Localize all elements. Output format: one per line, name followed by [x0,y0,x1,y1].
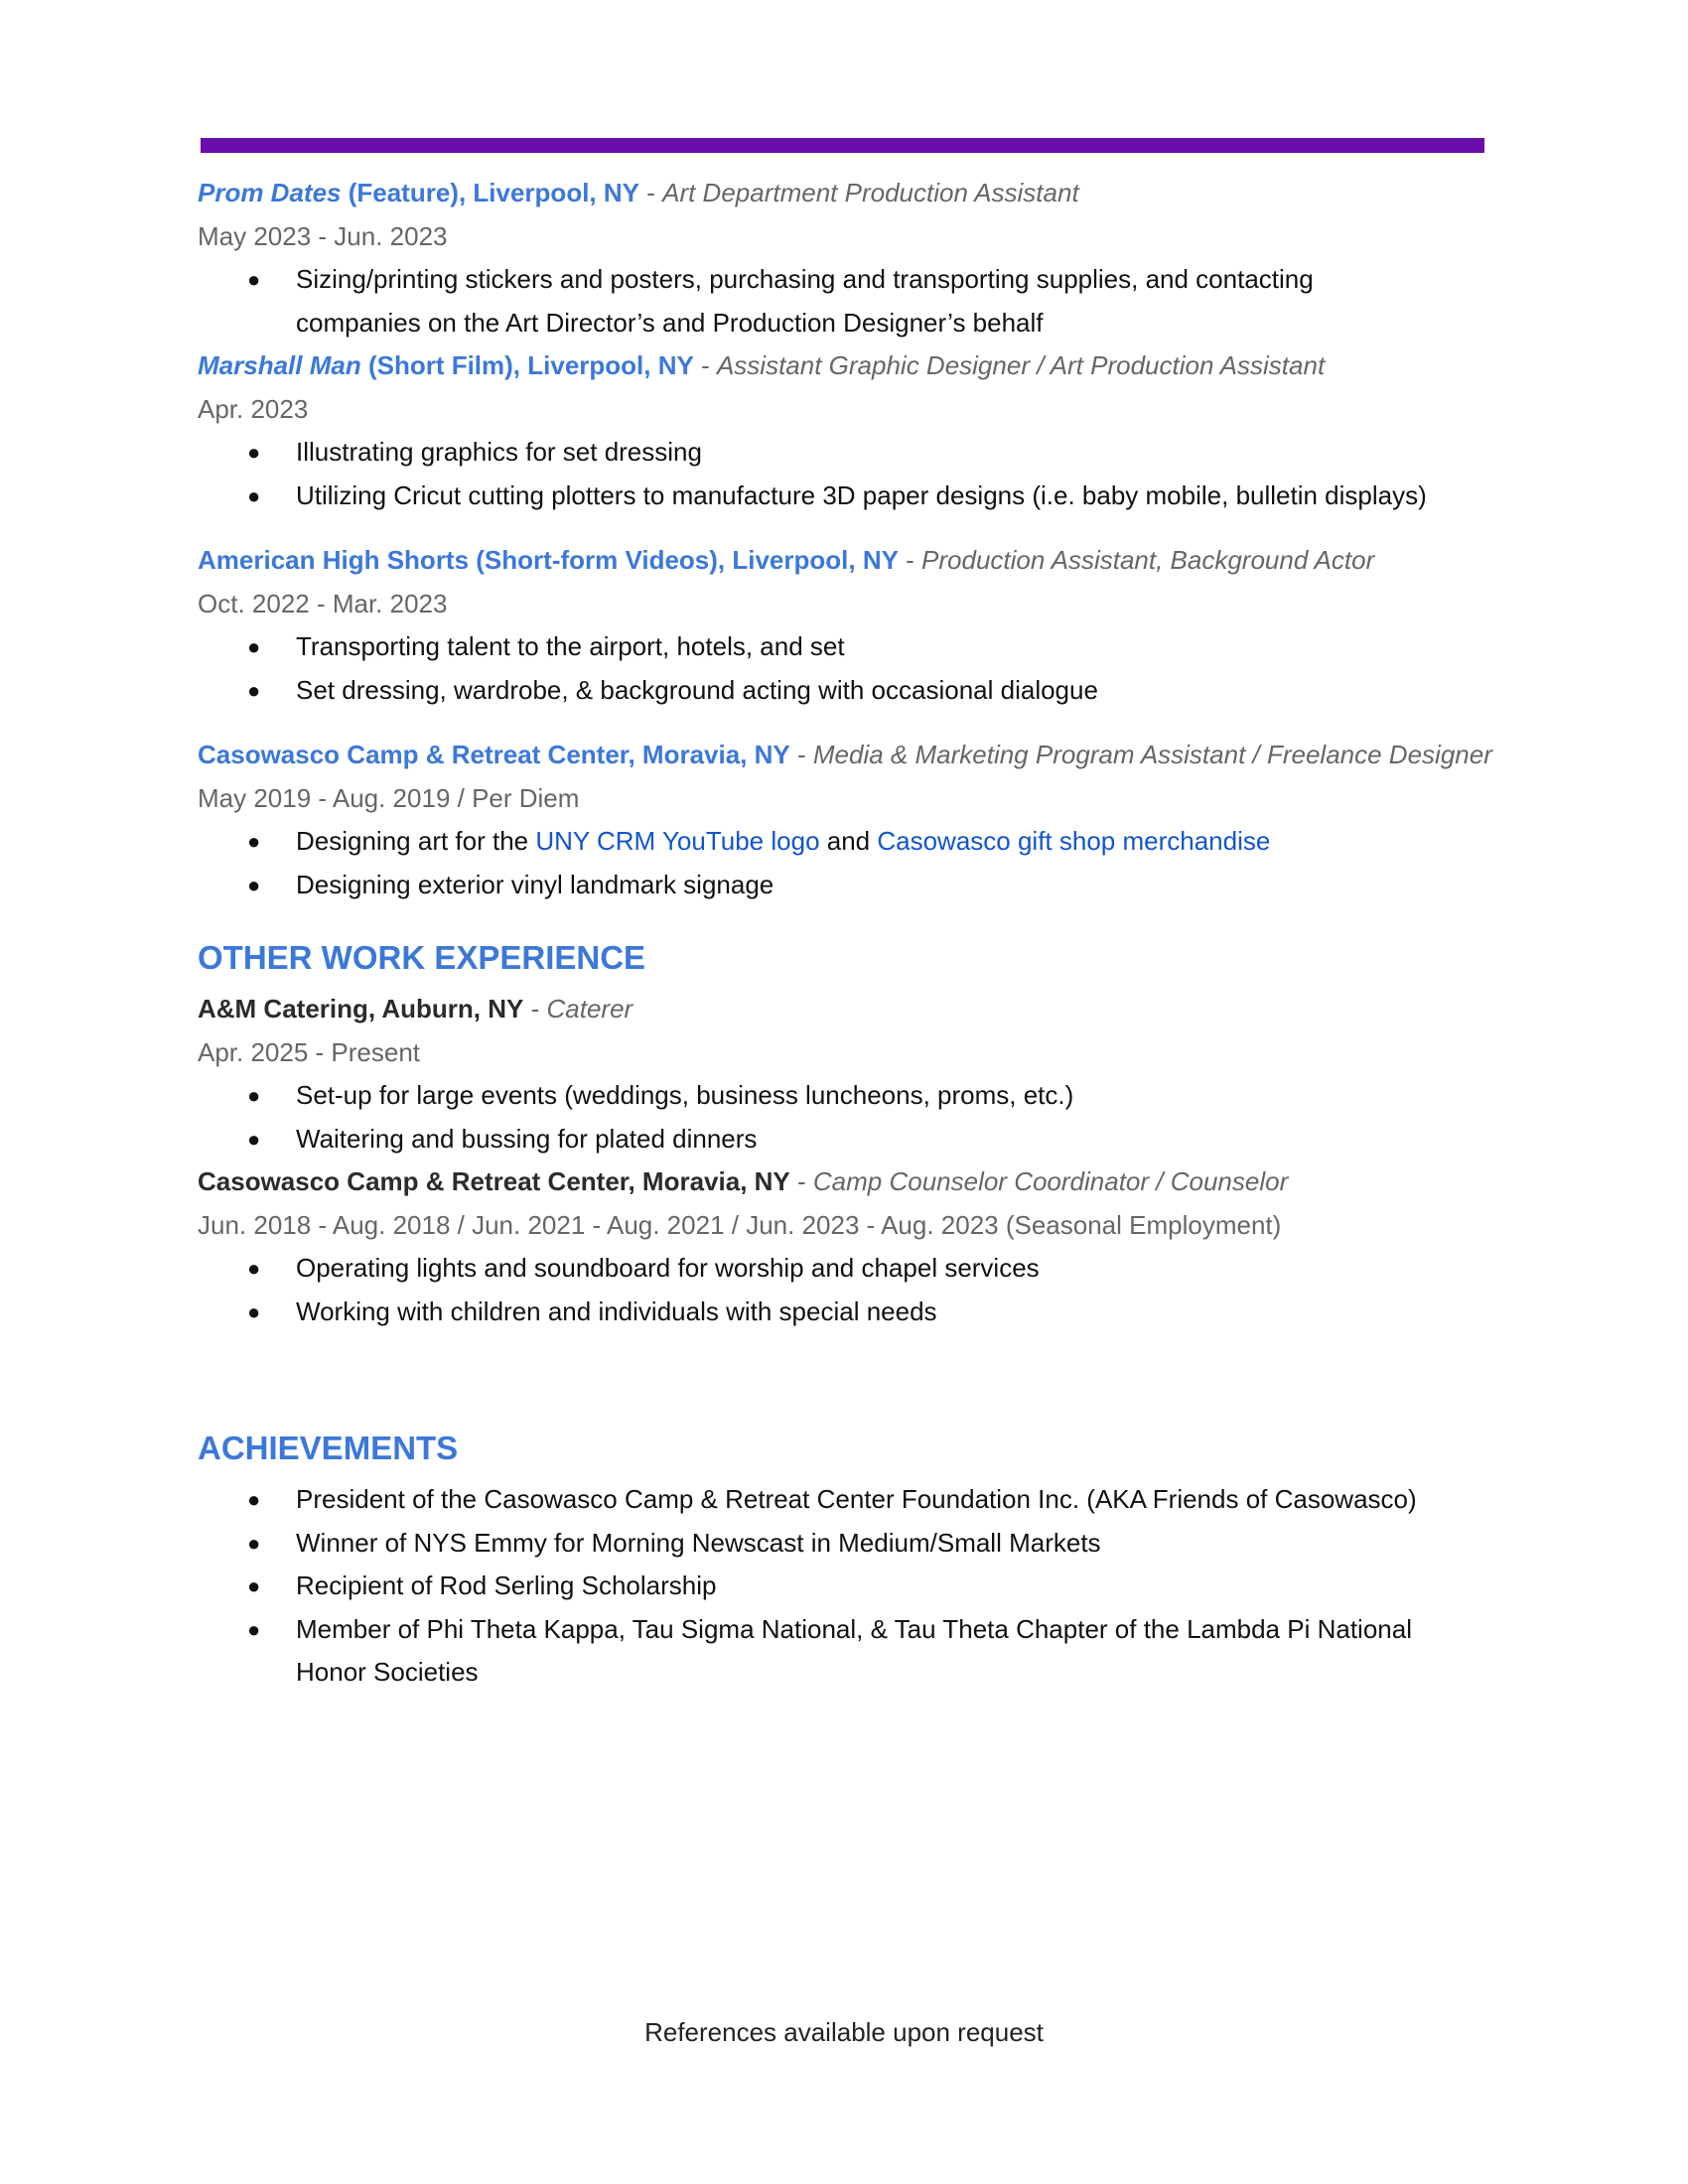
job-dates: Jun. 2018 - Aug. 2018 / Jun. 2021 - Aug. 2021 / Jun. 2023 - Aug. 2023 (Seasonal Employment) [198,1209,1282,1240]
job-entry [198,172,1548,344]
job-entry [198,988,1548,1160]
job-bullets [198,1247,1548,1333]
bullet-icon: ● [247,267,261,292]
bullet-icon: ● [247,829,261,854]
job-dates: May 2023 - Jun. 2023 [198,220,448,251]
achievements-list [198,1478,1548,1695]
youtube-logo-link[interactable]: UNY CRM YouTube logo [535,826,820,856]
resume-content [198,172,1548,1695]
job-header [198,988,1548,1031]
list-item: ● Recipient of Rod Serling Scholarship [198,1565,1548,1608]
bullet-icon: ● [247,440,261,465]
list-item: Honor Societies [296,1657,479,1687]
job-bullets [198,625,1548,712]
bullet-icon: ● [247,1487,261,1512]
job-dates: Apr. 2023 [198,393,309,424]
job-entry [198,344,1548,517]
list-item: companies on the Art Director’s and Production Designer’s behalf [296,307,1044,338]
bullet-icon: ● [247,1530,261,1556]
job-role: Production Assistant, Background Actor [921,545,1375,575]
bullet-icon: ● [247,1126,261,1152]
header-rule [201,138,1484,153]
list-item: ● Sizing/printing stickers and posters, purchasing and transporting supplies, and contacting [198,258,1548,302]
list-item: ● Working with children and individuals with special needs [198,1291,1548,1334]
bullet-icon: ● [247,1573,261,1598]
bullet-icon: ● [247,1616,261,1642]
bullet-icon: ● [247,482,261,508]
bullet-icon: ● [247,634,261,659]
list-item: ● President of the Casowasco Camp & Retreat Center Foundation Inc. (AKA Friends of Casowasco) [198,1478,1548,1522]
list-item: ● Designing exterior vinyl landmark signage [198,864,1548,907]
separator: - [898,545,922,575]
list-item: ● Illustrating graphics for set dressing [198,431,1548,475]
job-dates: May 2019 - Aug. 2019 / Per Diem [198,782,580,813]
job-organization: A&M Catering, Auburn, NY [198,994,524,1024]
list-item: ● Waitering and bussing for plated dinners [198,1118,1548,1161]
job-role: Media & Marketing Program Assistant / Freelance Designer [812,740,1492,769]
separator: - [789,740,813,769]
separator: - [639,178,663,207]
job-header [198,344,1548,388]
job-role: Camp Counselor Coordinator / Counselor [812,1166,1289,1196]
job-header [198,539,1548,583]
job-dates: Oct. 2022 - Mar. 2023 [198,588,448,618]
separator: - [693,350,717,380]
bullet-icon: ● [247,677,261,703]
bullet-icon: ● [247,1256,261,1281]
bullet-icon: ● [247,1298,261,1324]
job-organization: Marshall Man (Short Film), Liverpool, NY [198,350,694,380]
job-bullets [198,258,1548,344]
job-entry [198,1160,1548,1333]
list-item: ● Winner of NYS Emmy for Morning Newscast in Medium/Small Markets [198,1522,1548,1566]
job-entry [198,539,1548,712]
section-heading-other-work: OTHER WORK EXPERIENCE [198,939,646,976]
job-bullets [198,820,1548,906]
job-role: Art Department Production Assistant [662,178,1079,207]
job-header [198,172,1548,215]
list-item: ● Set-up for large events (weddings, business luncheons, proms, etc.) [198,1074,1548,1118]
job-bullets [198,431,1548,517]
section-heading-achievements: ACHIEVEMENTS [198,1430,459,1466]
footer-note: References available upon request [644,2017,1044,2047]
list-item: ● Member of Phi Theta Kappa, Tau Sigma National, & Tau Theta Chapter of the Lambda Pi National [198,1608,1548,1652]
job-organization: Casowasco Camp & Retreat Center, Moravia, NY [198,740,790,769]
list-item: ● Set dressing, wardrobe, & background acting with occasional dialogue [198,669,1548,713]
bullet-icon: ● [247,872,261,897]
list-item: ● Utilizing Cricut cutting plotters to manufacture 3D paper designs (i.e. baby mobile, bulletin displays) [198,475,1548,518]
list-item: ● Designing art for the UNY CRM YouTube logo and Casowasco gift shop merchandise [198,820,1548,864]
job-bullets [198,1074,1548,1160]
job-organization: American High Shorts (Short-form Videos), Liverpool, NY [198,545,899,575]
job-organization: Casowasco Camp & Retreat Center, Moravia, NY [198,1166,790,1196]
job-header [198,734,1548,777]
list-item: ● Operating lights and soundboard for worship and chapel services [198,1247,1548,1291]
separator: - [789,1166,813,1196]
bullet-icon: ● [247,1083,261,1108]
gift-shop-merchandise-link[interactable]: Casowasco gift shop merchandise [877,826,1271,856]
job-role: Assistant Graphic Designer / Art Production Assistant [716,350,1326,380]
job-organization: Prom Dates (Feature), Liverpool, NY [198,178,639,207]
job-role: Caterer [546,994,633,1024]
list-item: ● Transporting talent to the airport, hotels, and set [198,625,1548,669]
separator: - [523,994,547,1024]
job-entry [198,734,1548,906]
job-dates: Apr. 2025 - Present [198,1036,421,1067]
job-header [198,1160,1548,1204]
